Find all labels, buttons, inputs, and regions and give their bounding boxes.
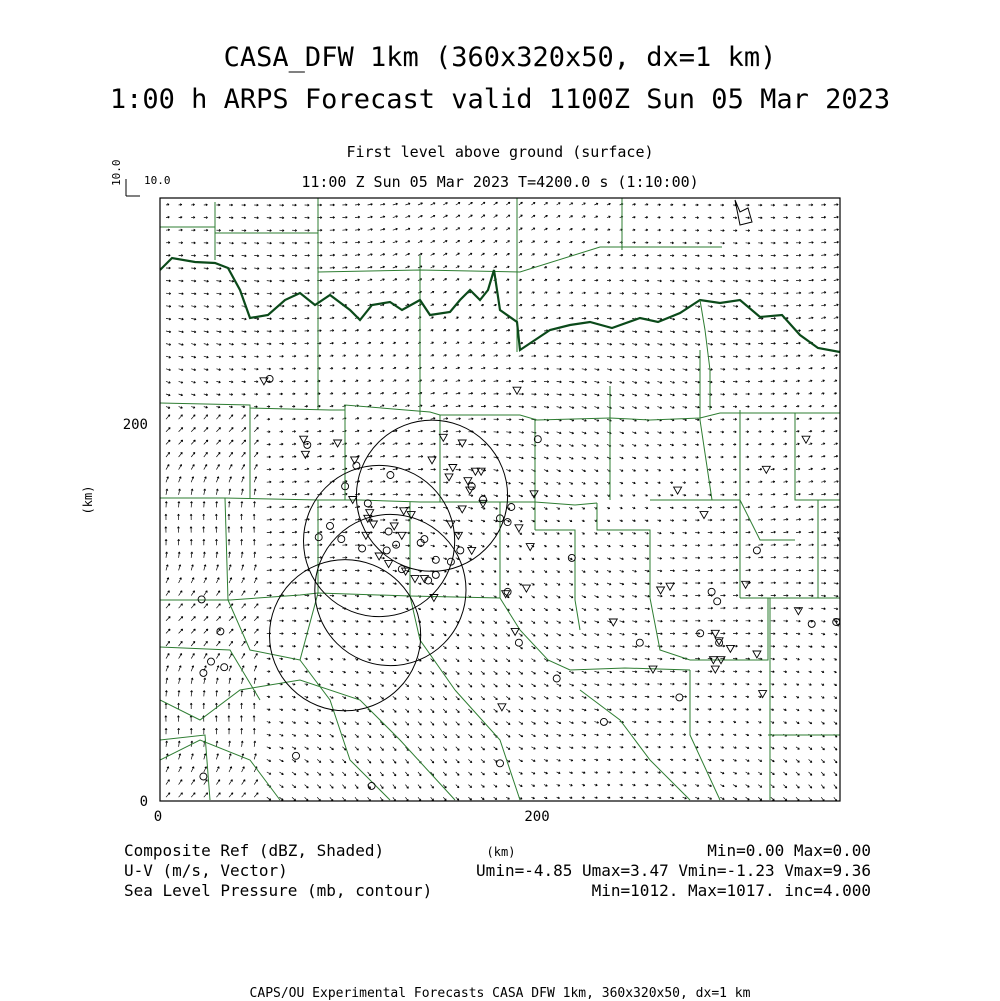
- station-circle-46: [198, 596, 205, 603]
- station-triangle-26: [445, 474, 453, 481]
- x-axis-unit: (km): [486, 845, 516, 859]
- station-triangle-30: [464, 478, 472, 485]
- station-circle-9: [315, 534, 322, 541]
- station-triangle-9: [369, 521, 377, 528]
- station-circle-32: [636, 639, 643, 646]
- station-triangle-3: [334, 440, 342, 447]
- station-triangle-43: [649, 666, 657, 673]
- footer-credit: CAPS/OU Experimental Forecasts CASA DFW 1km, 360x320x50, dx=1 km: [249, 986, 751, 1001]
- vector-scale-vertical-label: 10.0: [110, 159, 123, 186]
- county-boundary-34: [795, 413, 840, 500]
- legend-reflectivity-label: Composite Ref (dBZ, Shaded): [124, 841, 385, 860]
- station-circle-42: [859, 651, 866, 658]
- secondary-river: [700, 300, 710, 410]
- station-circle-39: [874, 711, 881, 718]
- county-boundary-43: [650, 598, 690, 660]
- subtitle-time: 11:00 Z Sun 05 Mar 2023 T=4200.0 s (1:10:00): [301, 173, 699, 191]
- station-circle-7: [327, 522, 334, 529]
- station-triangle-47: [711, 666, 719, 673]
- station-triangle-31: [466, 487, 474, 494]
- station-circle-33: [676, 694, 683, 701]
- station-circle-4: [364, 500, 371, 507]
- station-triangle-46: [700, 512, 708, 519]
- station-circle-52: [221, 664, 228, 671]
- station-triangle-25: [449, 465, 457, 472]
- title-line-1: CASA_DFW 1km (360x320x50, dx=1 km): [223, 42, 777, 73]
- lake-outline: [735, 200, 752, 225]
- station-circle-17: [432, 571, 439, 578]
- county-boundary-29: [580, 690, 690, 800]
- legend-wind-range: Umin=-4.85 Umax=3.47 Vmin=-1.23 Vmax=9.36: [476, 861, 871, 880]
- station-triangle-62: [674, 487, 682, 494]
- station-circle-6: [359, 545, 366, 552]
- station-circle-31: [600, 718, 607, 725]
- station-triangle-56: [762, 466, 770, 473]
- x-tick-200: 200: [524, 809, 550, 825]
- station-circle-3: [387, 472, 394, 479]
- station-triangle-53: [753, 651, 761, 658]
- county-boundary-20: [650, 500, 740, 598]
- station-triangle-11: [375, 553, 383, 560]
- station-triangle-57: [794, 608, 802, 615]
- station-circle-20: [457, 547, 464, 554]
- station-circle-45: [874, 675, 881, 682]
- station-markers: [198, 375, 881, 789]
- station-triangle-27: [428, 457, 436, 464]
- station-triangle-59: [802, 436, 810, 443]
- station-triangle-22: [458, 506, 466, 513]
- station-circle-11: [385, 528, 392, 535]
- station-triangle-61: [838, 538, 846, 545]
- station-triangle-44: [657, 587, 665, 594]
- station-circle-54: [293, 752, 300, 759]
- county-boundary-12: [225, 498, 228, 600]
- station-circle-44: [874, 617, 881, 624]
- station-triangle-14: [400, 508, 408, 515]
- station-circle-49: [208, 658, 215, 665]
- station-circle-53: [200, 773, 207, 780]
- legend-reflectivity-range: Min=0.00 Max=0.00: [707, 841, 871, 860]
- county-boundary-30: [690, 670, 720, 800]
- station-triangle-13: [398, 532, 406, 539]
- station-circle-24: [504, 519, 511, 526]
- vector-scale-key: [110, 160, 171, 197]
- y-tick-0: 0: [139, 794, 148, 810]
- x-tick-0: 0: [153, 809, 163, 825]
- county-boundary-33: [690, 598, 840, 660]
- legend-wind-label: U-V (m/s, Vector): [124, 861, 288, 880]
- county-boundary-27: [300, 660, 390, 800]
- station-triangle-23: [468, 547, 476, 554]
- county-boundary-0: [160, 403, 840, 420]
- county-boundary-18: [535, 530, 580, 630]
- county-boundaries: [160, 198, 840, 800]
- station-circle-50: [368, 782, 375, 789]
- county-boundary-42: [228, 600, 300, 660]
- station-triangle-40: [513, 387, 521, 394]
- station-circle-38: [753, 547, 760, 554]
- y-tick-200: 200: [122, 417, 148, 433]
- station-triangle-17: [411, 576, 419, 583]
- station-triangle-35: [515, 525, 523, 532]
- legend-pressure-label: Sea Level Pressure (mb, contour): [124, 881, 433, 900]
- station-circle-25: [508, 504, 515, 511]
- station-circle-36: [708, 588, 715, 595]
- station-circle-28: [553, 675, 560, 682]
- county-boundary-28: [455, 690, 520, 800]
- station-circle-8: [338, 536, 345, 543]
- radar-ring-1: [304, 465, 455, 616]
- station-circle-41: [854, 684, 861, 691]
- station-triangle-54: [742, 581, 750, 588]
- subtitle-level: First level above ground (surface): [346, 143, 654, 161]
- title-line-2: 1:00 h ARPS Forecast valid 1100Z Sun 05 Mar 2023: [109, 84, 891, 115]
- station-triangle-45: [666, 583, 674, 590]
- station-triangle-52: [726, 645, 734, 652]
- legend-pressure-range: Min=1012. Max=1017. inc=4.000: [591, 881, 871, 900]
- station-circle-2: [353, 462, 360, 469]
- county-boundary-26: [160, 740, 280, 800]
- county-boundary-39: [575, 503, 597, 505]
- station-circle-10: [383, 547, 390, 554]
- station-circle-16: [432, 556, 439, 563]
- radar-ring-2: [315, 514, 466, 665]
- station-circle-27: [515, 639, 522, 646]
- y-axis-unit: (km): [81, 485, 95, 515]
- station-triangle-12: [385, 561, 393, 568]
- red-river-line: [160, 200, 840, 410]
- station-triangle-1: [301, 451, 309, 458]
- station-triangle-39: [498, 704, 506, 711]
- station-triangle-60: [855, 610, 863, 617]
- county-boundary-41: [300, 593, 318, 660]
- station-triangle-38: [511, 628, 519, 635]
- station-triangle-37: [522, 585, 530, 592]
- station-circle-47: [200, 669, 207, 676]
- station-circle-35: [714, 598, 721, 605]
- station-triangle-2: [300, 436, 308, 443]
- vector-scale-horizontal-label: 10.0: [144, 174, 171, 187]
- station-circle-51: [497, 760, 504, 767]
